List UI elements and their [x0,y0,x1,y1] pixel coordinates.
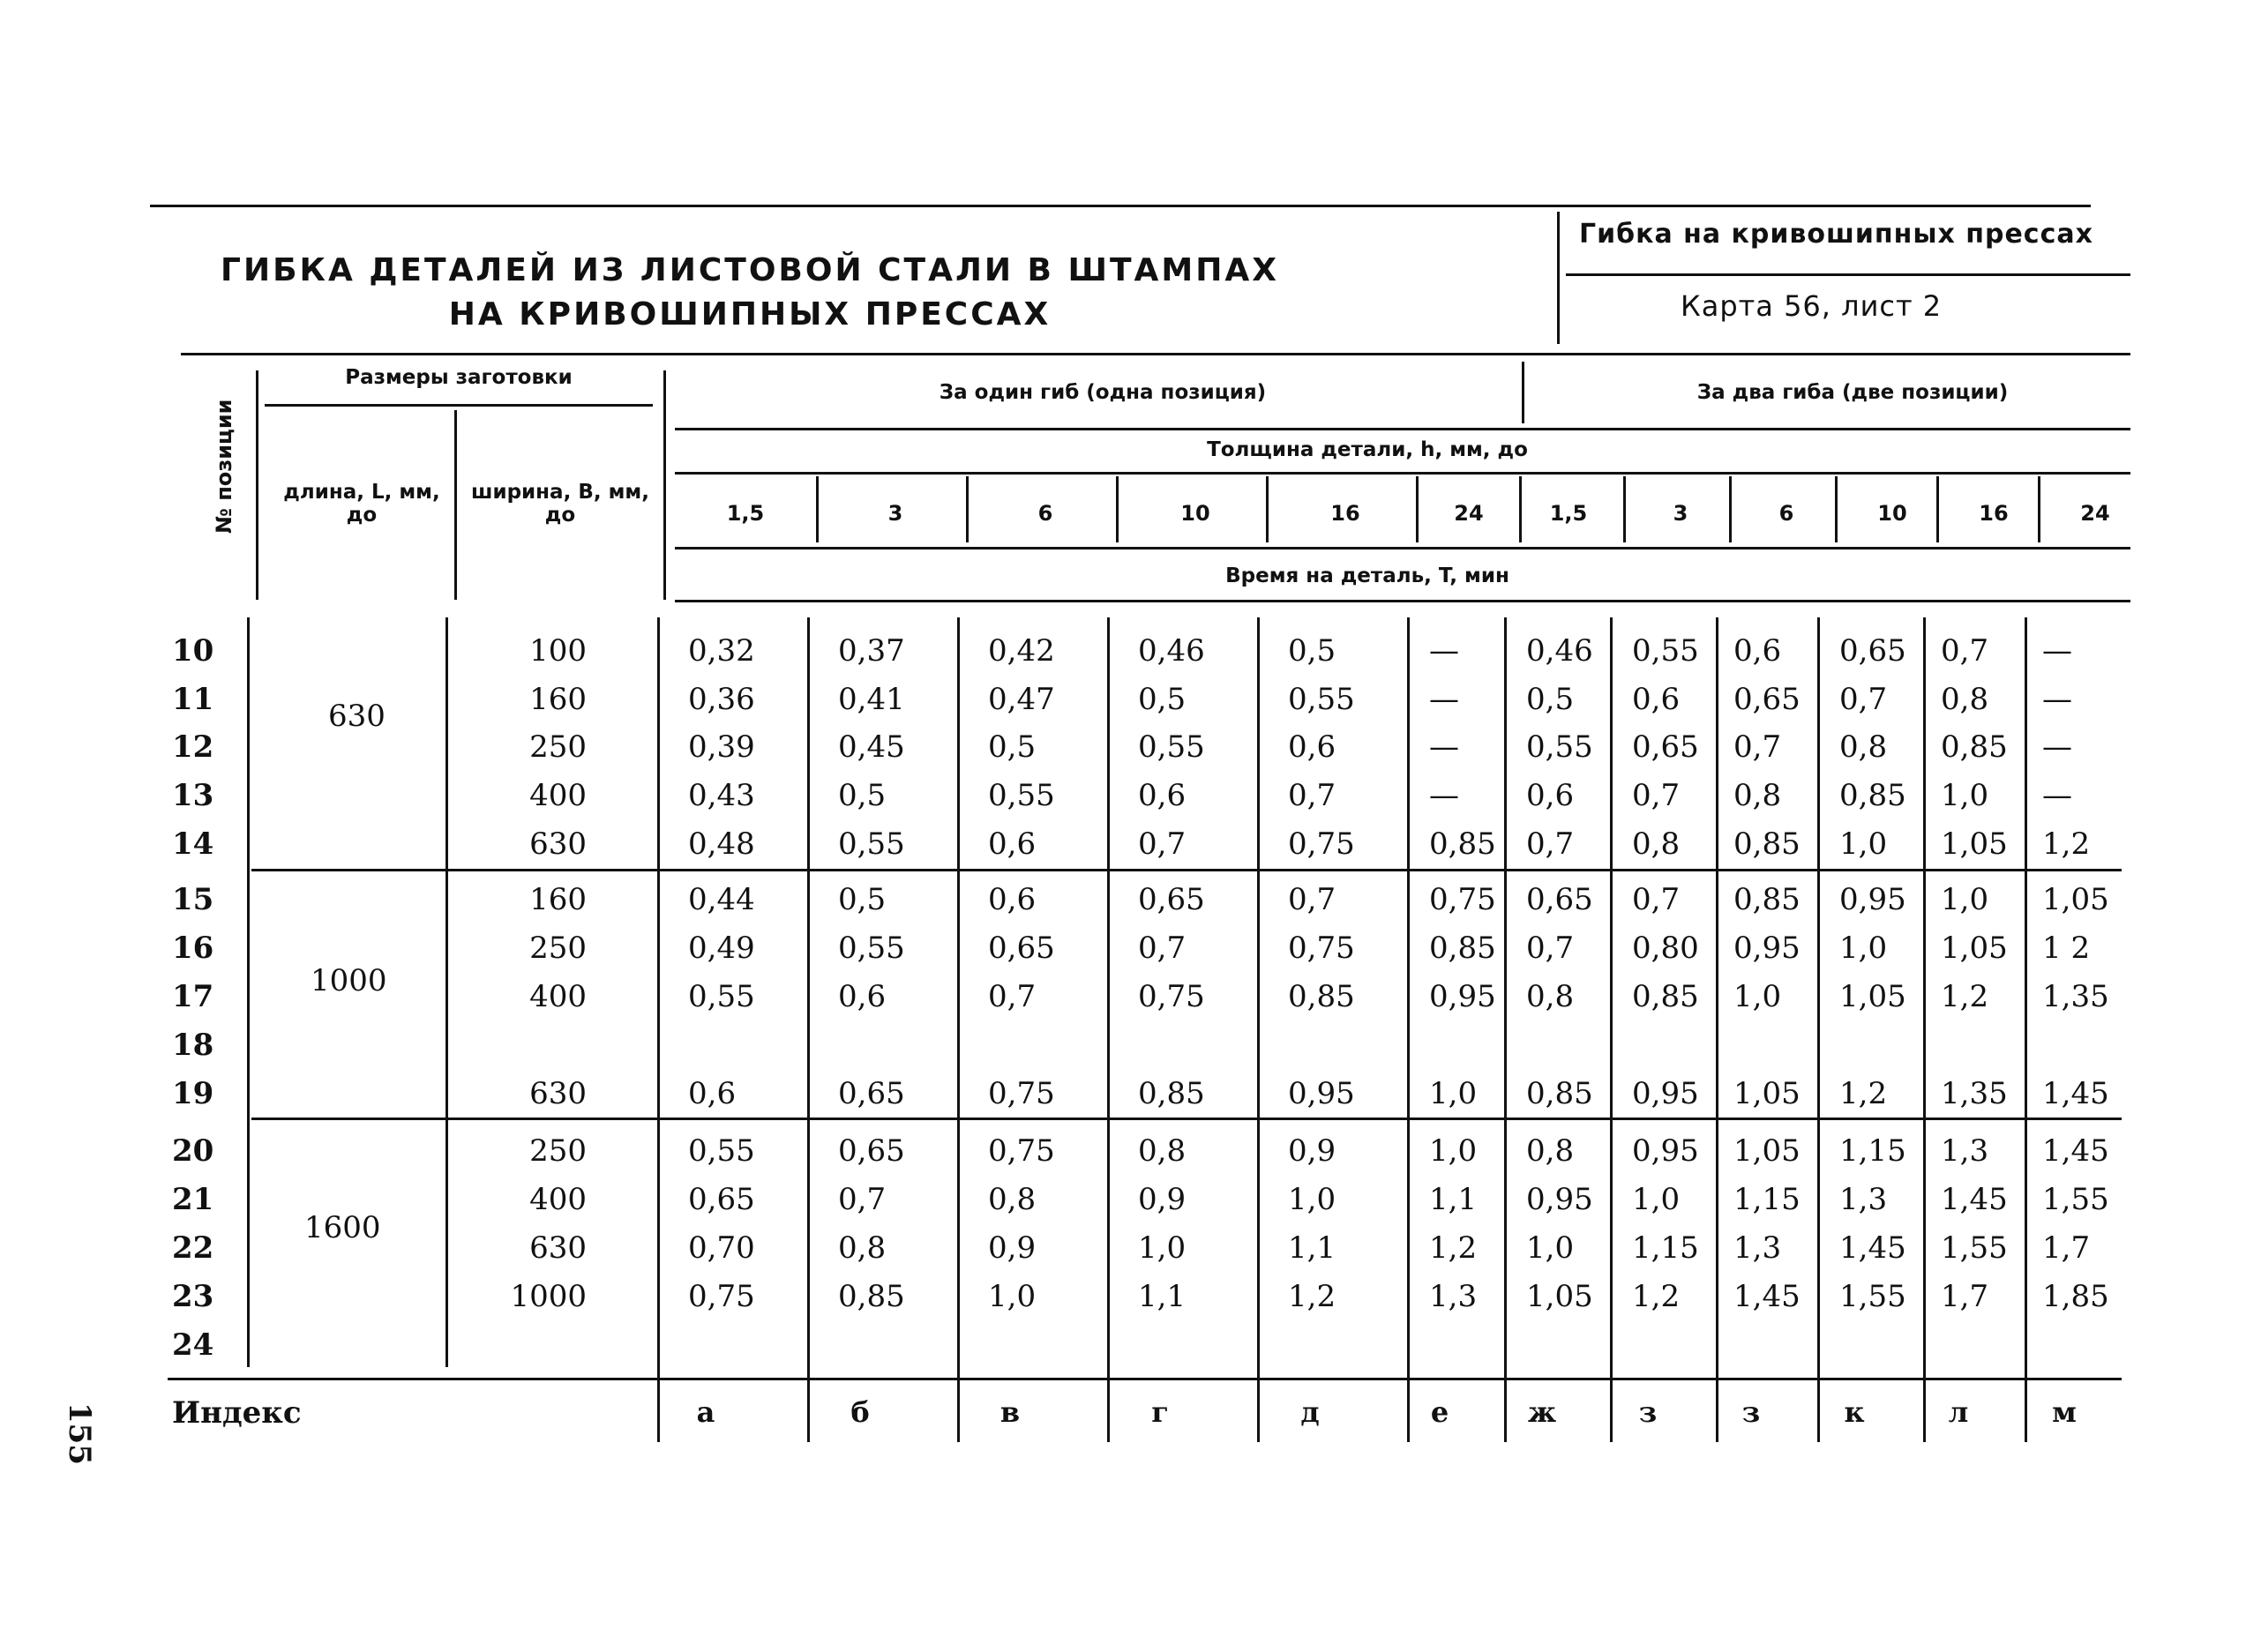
time-cell: 0,55 [688,979,755,1014]
time-cell: 0,6 [988,826,1037,862]
time-cell: 1,3 [1733,1230,1782,1266]
header-length: длина, L, мм, до [283,481,440,527]
time-cell: 0,6 [1632,682,1681,717]
blank-width: 160 [529,882,587,917]
time-cell: 0,6 [838,979,887,1014]
page-number: 155 [62,1402,97,1465]
body-vline [1817,617,1820,1442]
thk-div [1266,476,1269,542]
thickness-top-rule [675,428,2130,430]
thk-div [1729,476,1732,542]
thk-div [1835,476,1838,542]
title-line-2: НА КРИВОШИПНЫХ ПРЕССАХ [448,296,1052,333]
index-letter: ж [1527,1395,1557,1429]
time-cell: 1,2 [1632,1279,1681,1314]
time-cell: 0,85 [1839,778,1906,813]
time-cell: 1,55 [2042,1182,2109,1217]
thk2-2: 6 [1778,501,1794,526]
time-cell: 0,55 [1288,682,1355,717]
time-cell: 0,6 [1733,633,1782,669]
thk1-4: 16 [1330,501,1360,526]
time-cell: 0,95 [1632,1133,1699,1169]
vline-pos [256,370,258,600]
time-cell: 1,0 [1839,931,1888,966]
time-cell: 1,45 [1839,1230,1906,1266]
thk1-0: 1,5 [726,501,765,526]
time-cell: 0,95 [1429,979,1496,1014]
time-cell: 0,39 [688,729,755,765]
time-cell: 0,42 [988,633,1055,669]
page-title [150,249,1350,337]
time-cell: 1,0 [1429,1133,1478,1169]
header-blank-sizes: Размеры заготовки [345,366,573,389]
time-cell: 1,0 [1526,1230,1575,1266]
time-cell: — [2042,778,2072,813]
position-number: 21 [172,1182,214,1217]
position-number: 17 [172,979,214,1014]
time-cell: 0,85 [1429,826,1496,862]
time-cell: 1,0 [1941,882,1989,917]
time-cell: 1,45 [2042,1076,2109,1111]
vline-wid [663,370,666,600]
time-cell: 1,55 [1941,1230,2008,1266]
time-cell: 1,05 [1839,979,1906,1014]
time-cell: 0,75 [688,1279,755,1314]
time-cell: 1,05 [2042,882,2109,917]
thk2-5: 24 [2080,501,2110,526]
thk1-1: 3 [887,501,903,526]
time-cell: 0,9 [988,1230,1037,1266]
blank-sub-rule [265,404,653,407]
time-cell: 1,2 [1941,979,1989,1014]
header-one-bend: За один гиб (одна позиция) [939,381,1267,404]
time-cell: 0,47 [988,682,1055,717]
time-cell: 1,0 [1138,1230,1187,1266]
section-name: Гибка на кривошипных прессах [1579,219,2093,250]
time-cell: 1,05 [1526,1279,1593,1314]
time-cell: 0,95 [1839,882,1906,917]
thk2-3: 10 [1877,501,1907,526]
time-cell: 0,65 [1526,882,1593,917]
thk-div [1116,476,1119,542]
body-vline [1107,617,1110,1442]
thk1-3: 10 [1180,501,1210,526]
body-vline [1610,617,1613,1442]
group-sep-2 [251,1118,2122,1120]
header-bottom-rule [675,600,2130,602]
body-vline [1923,617,1926,1442]
time-cell: 0,95 [1526,1182,1593,1217]
index-letter: з [1638,1395,1658,1429]
time-cell: 1,85 [2042,1279,2109,1314]
time-cell: 0,9 [1138,1182,1187,1217]
time-cell: 1,35 [1941,1076,2008,1111]
time-cell: 0,6 [688,1076,737,1111]
time-cell: — [1429,729,1459,765]
thickness-vals-rule [675,472,2130,475]
time-cell: 0,85 [1429,931,1496,966]
time-cell: 0,46 [1526,633,1593,669]
body-vline-pos [247,617,250,1367]
index-letter: л [1948,1395,1969,1429]
time-cell: 0,45 [838,729,905,765]
header-time: Время на деталь, T, мин [1225,564,1509,587]
index-letter: д [1300,1395,1320,1429]
time-cell: 1,7 [2042,1230,2091,1266]
time-cell: 0,65 [988,931,1055,966]
time-cell: 1,2 [1288,1279,1336,1314]
thk-div [966,476,969,542]
time-cell: 0,85 [838,1279,905,1314]
time-cell: 1,45 [2042,1133,2109,1169]
time-cell: 0,8 [838,1230,887,1266]
position-number: 12 [172,729,214,765]
body-vline [1407,617,1410,1442]
time-cell: — [1429,778,1459,813]
blank-width: 400 [529,979,587,1014]
time-cell: 0,8 [1733,778,1782,813]
time-cell: 0,5 [1138,682,1187,717]
time-cell: 0,43 [688,778,755,813]
thk1-2: 6 [1037,501,1053,526]
time-cell: 0,8 [1138,1133,1187,1169]
time-cell: 0,5 [1526,682,1575,717]
position-number: 20 [172,1133,214,1169]
time-cell: 1,15 [1839,1133,1906,1169]
body-vline-wid [445,617,448,1367]
thk2-4: 16 [1979,501,2009,526]
time-cell: 0,6 [1138,778,1187,813]
thk-div [1416,476,1419,542]
time-cell: 0,7 [1138,931,1187,966]
thk-div [816,476,819,542]
time-cell: 1,0 [1632,1182,1681,1217]
length-1000: 1000 [311,963,387,998]
index-letter: а [696,1395,715,1429]
time-cell: 0,80 [1632,931,1699,966]
time-cell: 0,9 [1288,1133,1336,1169]
time-cell: 0,8 [1526,1133,1575,1169]
time-cell: 0,75 [1288,826,1355,862]
time-cell: 0,95 [1733,931,1801,966]
time-cell: 0,85 [1138,1076,1205,1111]
time-cell: 0,7 [1526,826,1575,862]
time-cell: 1,05 [1941,931,2008,966]
position-number: 13 [172,778,214,813]
time-cell: 0,46 [1138,633,1205,669]
time-cell: 1,35 [2042,979,2109,1014]
index-label: Индекс [172,1395,302,1431]
time-cell: 0,7 [1632,882,1681,917]
time-cell: 1,0 [1839,826,1888,862]
thk-div [1623,476,1626,542]
time-cell: 0,7 [1526,931,1575,966]
vline-len [454,410,457,600]
table-top-rule [181,353,2130,355]
time-cell: 0,7 [1138,826,1187,862]
body-vline [2025,617,2027,1442]
time-cell: 0,44 [688,882,755,917]
time-cell: 0,75 [1138,979,1205,1014]
time-cell: 0,85 [1526,1076,1593,1111]
time-cell: 0,6 [1526,778,1575,813]
position-number: 24 [172,1327,214,1363]
time-cell: 0,85 [1733,882,1801,917]
side-mid-rule [1566,273,2130,276]
time-cell: 1,3 [1429,1279,1478,1314]
time-cell: 0,75 [988,1133,1055,1169]
time-cell: 0,7 [1733,729,1782,765]
position-number: 16 [172,931,214,966]
time-cell: — [2042,682,2072,717]
time-cell: 1,2 [1429,1230,1478,1266]
position-number: 18 [172,1028,214,1063]
time-cell: 0,55 [1526,729,1593,765]
body-vline [807,617,810,1442]
time-cell: 0,6 [988,882,1037,917]
time-cell: 0,75 [1429,882,1496,917]
index-letter: б [850,1395,870,1429]
time-cell: 0,8 [988,1182,1037,1217]
time-cell: 0,5 [838,882,887,917]
time-cell: 0,8 [1839,729,1888,765]
header-two-bends: За два гиба (две позиции) [1696,381,2009,404]
time-cell: 0,85 [1288,979,1355,1014]
time-cell: 0,55 [988,778,1055,813]
time-cell: 1,15 [1733,1182,1801,1217]
position-number: 23 [172,1279,214,1314]
time-cell: 0,65 [688,1182,755,1217]
thk1-5: 24 [1454,501,1484,526]
header-thickness: Толщина детали, h, мм, до [1207,438,1528,461]
time-cell: 0,85 [1733,826,1801,862]
time-cell: 1,1 [1138,1279,1187,1314]
position-number: 14 [172,826,214,862]
time-cell: — [2042,633,2072,669]
time-cell: 0,7 [838,1182,887,1217]
card-number: Карта 56, лист 2 [1681,289,1943,323]
time-cell: 0,49 [688,931,755,966]
time-cell: 1,1 [1288,1230,1336,1266]
time-cell: 0,7 [1288,882,1336,917]
header-position-no: № позиции [212,399,236,534]
header-width: ширина, B, мм, до [471,481,649,527]
group-sep-1 [251,869,2122,871]
time-cell: 0,65 [838,1076,905,1111]
time-cell: 0,55 [688,1133,755,1169]
time-cell: 1,45 [1733,1279,1801,1314]
time-cell: 0,48 [688,826,755,862]
time-cell: 0,7 [1941,633,1989,669]
time-cell: 1,3 [1839,1182,1888,1217]
index-letter: з [1741,1395,1761,1429]
body-vline [1716,617,1718,1442]
thk-div [1519,476,1522,542]
time-cell: 0,8 [1632,826,1681,862]
time-cell: 0,70 [688,1230,755,1266]
time-cell: 1,05 [1733,1076,1801,1111]
time-cell: 1 2 [2042,931,2091,966]
blank-width: 400 [529,778,587,813]
blank-width: 1000 [510,1279,587,1314]
time-cell: 0,55 [838,931,905,966]
blank-width: 630 [529,826,587,862]
position-number: 10 [172,633,214,669]
time-cell: 0,8 [1941,682,1989,717]
blank-width: 100 [529,633,587,669]
time-cell: 0,55 [1138,729,1205,765]
thk-div [2038,476,2040,542]
blank-width: 630 [529,1230,587,1266]
time-cell: 0,55 [838,826,905,862]
time-cell: 1,3 [1941,1133,1989,1169]
time-cell: 0,65 [1733,682,1801,717]
time-cell: 0,36 [688,682,755,717]
time-cell: 0,65 [838,1133,905,1169]
time-cell: 0,37 [838,633,905,669]
time-cell: 1,1 [1429,1182,1478,1217]
blank-width: 250 [529,1133,587,1169]
blank-width: 160 [529,682,587,717]
time-cell: 0,7 [1632,778,1681,813]
time-cell: 0,6 [1288,729,1336,765]
time-cell: 1,0 [1288,1182,1336,1217]
thk2-1: 3 [1673,501,1688,526]
position-number: 11 [172,682,214,717]
body-vline-vals [657,617,660,1442]
position-number: 19 [172,1076,214,1111]
time-cell: 0,5 [838,778,887,813]
time-cell: 0,32 [688,633,755,669]
thk2-0: 1,5 [1549,501,1588,526]
time-cell: 0,8 [1526,979,1575,1014]
time-cell: 1,0 [1733,979,1782,1014]
time-cell: 0,7 [988,979,1037,1014]
time-cell: 0,75 [988,1076,1055,1111]
time-cell: 0,65 [1632,729,1699,765]
time-cell: 0,95 [1632,1076,1699,1111]
time-cell: 1,2 [1839,1076,1888,1111]
time-cell: 1,7 [1941,1279,1989,1314]
title-divider [1557,212,1560,344]
blank-width: 400 [529,1182,587,1217]
index-letter: к [1844,1395,1865,1429]
index-rule [168,1378,2122,1380]
top-rule [150,205,2091,207]
length-1600: 1600 [304,1210,381,1245]
time-cell: 1,05 [1733,1133,1801,1169]
blank-width: 250 [529,931,587,966]
index-letter: е [1430,1395,1449,1429]
time-cell: 0,55 [1632,633,1699,669]
length-630: 630 [328,699,386,734]
vline-groups [1522,362,1524,423]
time-cell: 0,85 [1941,729,2008,765]
body-vline [957,617,960,1442]
time-cell: 1,0 [988,1279,1037,1314]
thk-div [1936,476,1939,542]
title-line-1: ГИБКА ДЕТАЛЕЙ ИЗ ЛИСТОВОЙ СТАЛИ В ШТАМПАХ [221,252,1279,288]
time-cell: 0,65 [1839,633,1906,669]
time-cell: — [1429,682,1459,717]
time-cell: 1,55 [1839,1279,1906,1314]
body-vline [1257,617,1260,1442]
time-cell: 0,7 [1839,682,1888,717]
time-cell: 0,95 [1288,1076,1355,1111]
time-cell: 0,5 [988,729,1037,765]
index-letter: в [999,1395,1021,1429]
time-cell: 0,65 [1138,882,1205,917]
time-cell: — [2042,729,2072,765]
time-cell: 0,7 [1288,778,1336,813]
index-letter: м [2052,1395,2077,1429]
time-cell: 1,15 [1632,1230,1699,1266]
time-cell: 0,75 [1288,931,1355,966]
time-cell: 1,0 [1429,1076,1478,1111]
blank-width: 250 [529,729,587,765]
time-cell: 1,05 [1941,826,2008,862]
position-number: 22 [172,1230,214,1266]
time-cell: — [1429,633,1459,669]
time-cell: 0,5 [1288,633,1336,669]
time-top-rule [675,547,2130,549]
body-vline [1504,617,1507,1442]
time-cell: 1,0 [1941,778,1989,813]
time-cell: 1,2 [2042,826,2091,862]
time-cell: 1,45 [1941,1182,2008,1217]
index-letter: г [1151,1395,1169,1429]
position-number: 15 [172,882,214,917]
time-cell: 0,85 [1632,979,1699,1014]
blank-width: 630 [529,1076,587,1111]
time-cell: 0,41 [838,682,905,717]
